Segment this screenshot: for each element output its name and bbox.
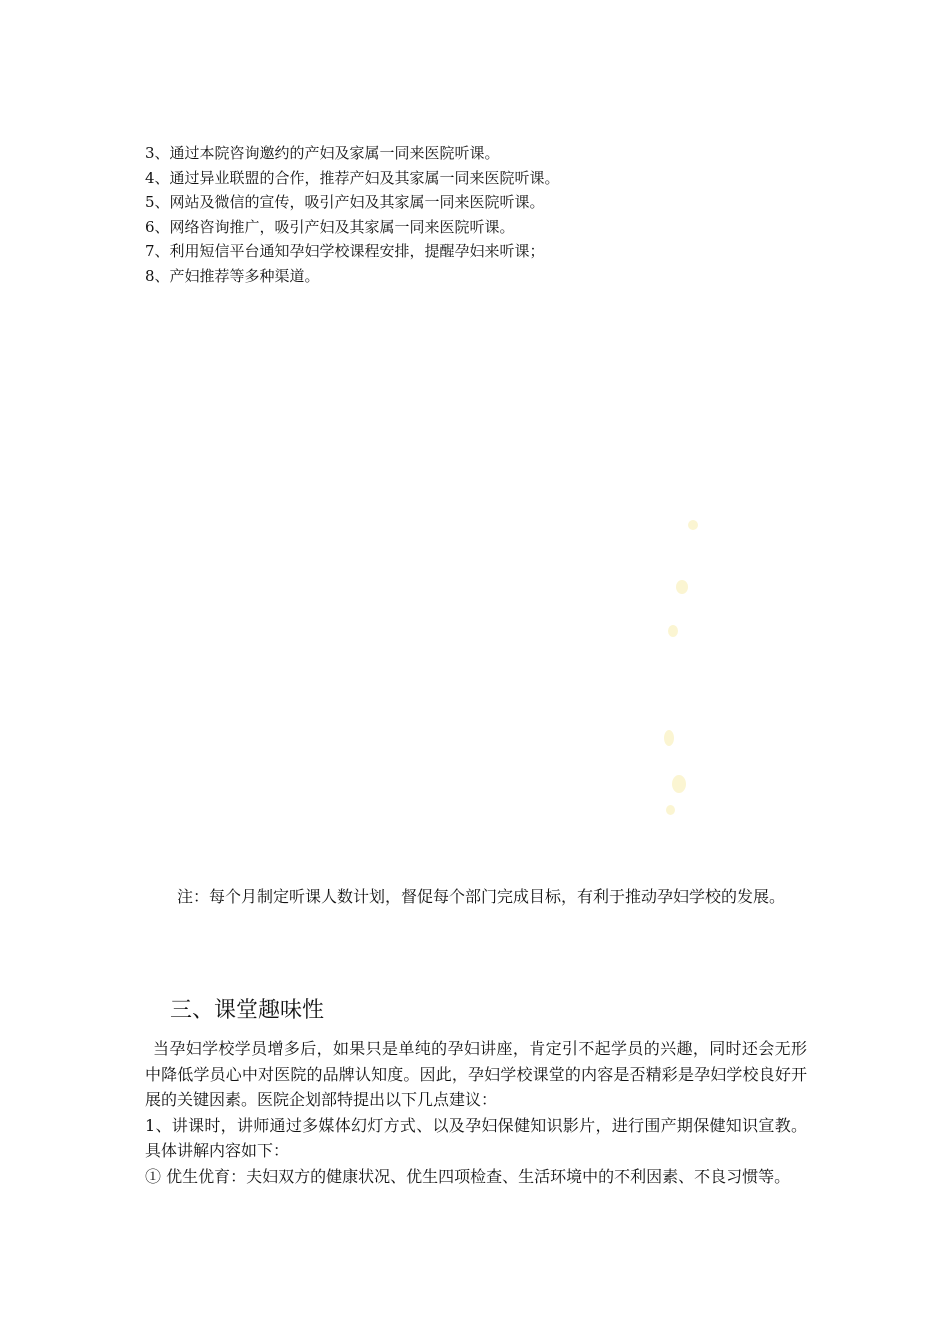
list-item: 8、产妇推荐等多种渠道。 — [145, 266, 320, 285]
section-paragraph: ① 优生优育：夫妇双方的健康状况、优生四项检查、生活环境中的不利因素、不良习惯等。 — [145, 1166, 791, 1186]
list-item: 4、通过异业联盟的合作，推荐产妇及其家属一同来医院听课。 — [145, 168, 560, 187]
note-paragraph: 注：每个月制定听课人数计划，督促每个部门完成目标，有利于推动孕妇学校的发展。 — [177, 887, 786, 906]
list-item: 3、通过本院咨询邀约的产妇及家属一同来医院听课。 — [145, 144, 500, 162]
list-item: 6、网络咨询推广，吸引产妇及其家属一同来医院听课。 — [145, 217, 515, 236]
recruitment-channel-list — [145, 141, 825, 288]
faint-speck — [668, 625, 678, 637]
section-heading: 三、课堂趣味性 — [170, 998, 325, 1023]
section-body — [145, 1036, 807, 1189]
section-paragraph: 1、讲课时，讲师通过多媒体幻灯方式、以及孕妇保健知识影片，进行围产期保健知识宣教。具体讲解内容如下： — [145, 1115, 807, 1160]
faint-speck — [688, 520, 698, 530]
faint-speck — [666, 805, 675, 815]
faint-speck — [672, 775, 686, 793]
faint-speck — [664, 730, 674, 746]
list-item: 5、网站及微信的宣传，吸引产妇及其家属一同来医院听课。 — [145, 193, 545, 211]
faint-speck — [676, 580, 688, 594]
section-paragraph: 当孕妇学校学员增多后，如果只是单纯的孕妇讲座，肯定引不起学员的兴趣，同时还会无形中降低学员心中对医院的品牌认知度。因此，孕妇学校课堂的内容是否精彩是孕妇学校良好开展的关键因素。医院企划部特提出以下几点建议： — [145, 1039, 807, 1109]
list-item: 7、利用短信平台通知孕妇学校课程安排，提醒孕妇来听课； — [145, 242, 545, 260]
